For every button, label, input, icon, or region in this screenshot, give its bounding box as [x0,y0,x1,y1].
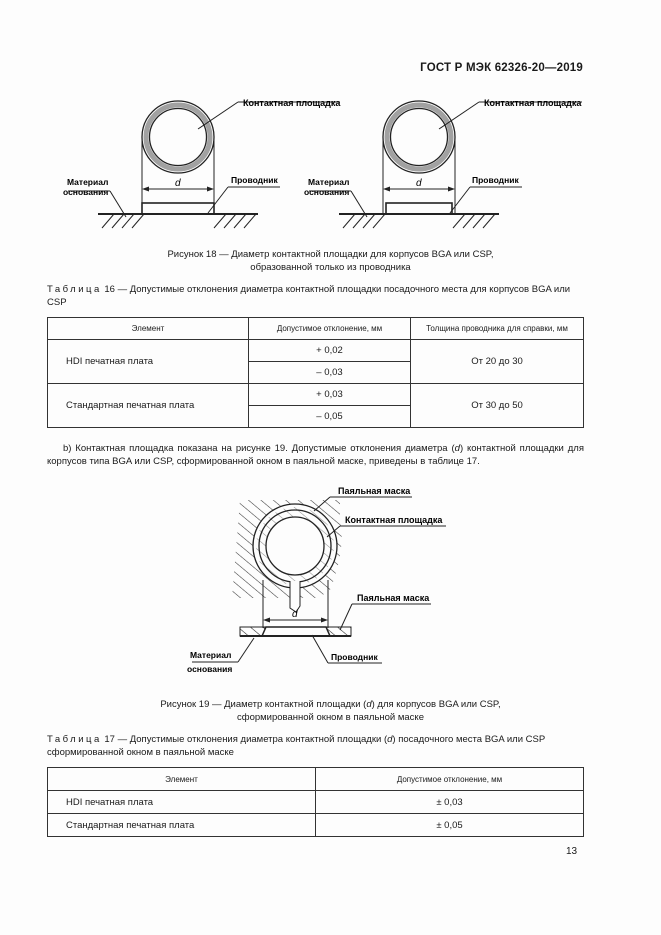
figure-19-caption-line1 [0,698,661,711]
table-row [48,384,584,406]
figure-18-caption-line2: образованной только из проводника [250,262,411,273]
fig18-left-base-material-label-2: основания [63,187,109,197]
table-cell-plus: + 0,02 [249,340,411,362]
table-16-title-text: 16 — Допустимые отклонения диаметра контактной площадки посадочного места для корпусов BGA или CSP [47,284,571,308]
table-row [48,340,584,362]
table-17-label: Таблица [47,734,102,745]
fig19-solder-mask-side-label: Паяльная маска [357,593,430,603]
table-cell-minus: – 0,03 [249,362,411,384]
table-17-title [47,734,587,759]
fig19-contact-pad-label: Контактная площадка [345,515,443,525]
table-header-cell: Допустимое отклонение, мм [316,768,584,791]
page-number: 13 [566,846,578,857]
table-16-label: Таблица [47,284,102,295]
table-header-cell: Элемент [48,768,316,791]
table-cell-element: Стандартная печатная плата [48,814,316,837]
table-header-cell: Толщина проводника для справки, мм [411,318,584,340]
table-cell-value: ± 0,05 [316,814,584,837]
table-cell-value: ± 0,03 [316,791,584,814]
figure-19-diagram [0,480,661,690]
figure-18-caption [0,248,661,274]
standard-code: ГОСТ Р МЭК 62326-20—2019 [420,62,583,74]
fig19-conductor-label: Проводник [331,652,378,662]
figure-18-diagram [0,0,661,240]
table-cell-thickness: От 30 до 50 [411,384,584,428]
table-cell-plus: + 0,03 [249,384,411,406]
figure-18-caption-line1: Рисунок 18 — Диаметр контактной площадки для корпусов BGA или CSP, [167,249,494,260]
figure-19-caption-line1-a: Рисунок 19 — Диаметр контактной площадки ( [160,699,367,710]
figure-19-caption [0,698,661,724]
fig18-right-conductor-label: Проводник [472,175,519,185]
figure-18-right-pad [309,101,582,228]
table-cell-thickness: От 20 до 30 [411,340,584,384]
paragraph-b-part2: ) контактной площадки для корпусов типа BGA или CSP, сформированной окном в паяльной маске, приведены в таблице 17. [47,443,584,467]
fig18-right-base-material-label-2: основания [304,187,350,197]
table-16-title [47,284,587,309]
figure-19-caption-line1-italic: d [366,699,372,710]
fig19-base-material-label-1: Материал [190,650,232,660]
fig19-diameter-label: d [292,609,298,620]
fig19-solder-mask-top-label: Паяльная маска [338,486,411,496]
table-header-row [48,318,584,340]
table-cell-minus: – 0,05 [249,406,411,428]
fig18-right-diameter-label: d [416,178,422,189]
figure-19-solder-mask-area [232,500,342,628]
table-row [48,791,584,814]
table-17 [47,767,584,837]
paragraph-b-italic: d [454,443,460,454]
fig18-left-conductor-label: Проводник [231,175,278,185]
fig19-base-material-label-2: основания [187,664,233,674]
figure-18-left-pad [68,101,340,228]
paragraph-b-part1: b) Контактная площадка показана на рисунке 19. Допустимые отклонения диаметра ( [63,443,455,454]
table-17-title-a: 17 — Допустимые отклонения диаметра контактной площадки ( [104,734,388,745]
figure-19-caption-line2: сформированной окном в паяльной маске [237,712,424,723]
fig18-right-contact-pad-label: Контактная площадка [484,98,582,108]
table-cell-element: HDI печатная плата [48,340,249,384]
fig18-left-contact-pad-label: Контактная площадка [243,98,341,108]
fig18-right-base-material-label-1: Материал [308,177,350,187]
table-header-cell: Элемент [48,318,249,340]
figure-19-cross-section [240,627,351,636]
fig18-left-diameter-label: d [175,178,181,189]
table-cell-element: Стандартная печатная плата [48,384,249,428]
table-row [48,814,584,837]
table-header-cell: Допустимое отклонение, мм [249,318,411,340]
table-header-row [48,768,584,791]
fig18-left-base-material-label-1: Материал [67,177,109,187]
table-17-title-b: ) посадочного места BGA или CSP сформированной окном в паяльной маске [47,734,546,758]
table-16 [47,317,584,428]
figure-19-caption-line1-b: ) для корпусов BGA или CSP, [371,699,501,710]
table-cell-element: HDI печатная плата [48,791,316,814]
paragraph-b [47,442,584,468]
table-17-title-italic: d [387,734,393,745]
